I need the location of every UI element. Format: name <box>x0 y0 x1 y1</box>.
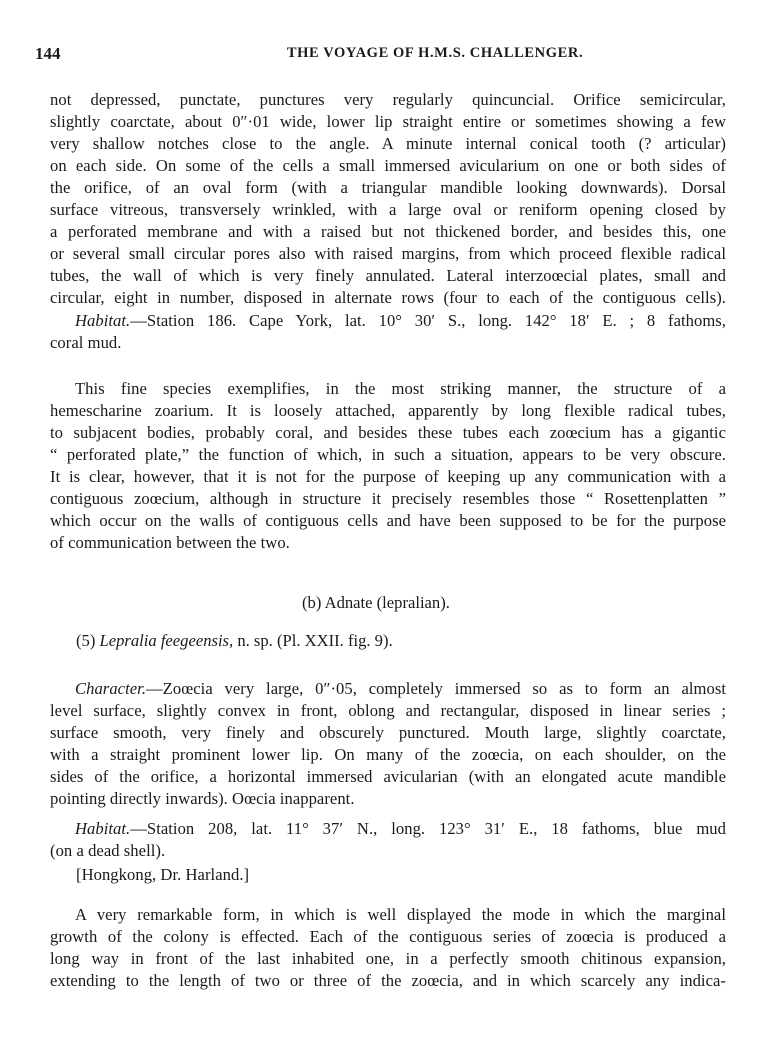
text-line: extending to the length of two or three of the zoœcia, and in which scarcely any indica- <box>50 971 726 990</box>
text-line: surface smooth, very finely and obscurely punctured. Mouth large, slightly coarctate, <box>50 723 726 742</box>
text-line: hemescharine zoarium. It is loosely attached, apparently by long flexible radical tubes, <box>50 401 726 420</box>
habitat-text: —Station 186. Cape York, lat. 10° 30′ S., long. 142° 18′ E. ; 8 fathoms, <box>130 311 726 330</box>
text-line: pointing directly inwards). Oœcia inapparent. <box>50 789 355 808</box>
text-line: sides of the orifice, a horizontal immersed avicularian (with an elongated acute mandible <box>50 767 726 786</box>
character-line <box>75 678 726 700</box>
text-line: with a straight prominent lower lip. On many of the zoœcia, on each shoulder, on the <box>50 745 726 764</box>
text-line: “ perforated plate,” the function of which, in such a situation, appears to be very obscure. <box>50 445 726 464</box>
habitat-text: —Station 208, lat. 11° 37′ N., long. 123° 31′ E., 18 fathoms, blue mud <box>130 819 726 838</box>
character-text: —Zoœcia very large, 0″·05, completely immersed so as to form an almost <box>146 679 726 698</box>
text-line: very shallow notches close to the angle. A minute internal conical tooth (? articular) <box>50 134 726 153</box>
text-line: of communication between the two. <box>50 533 290 552</box>
character-label: Character. <box>75 679 147 698</box>
text-line: a perforated membrane and with a raised but not thickened border, and besides this, one <box>50 222 726 241</box>
locality-note: [Hongkong, Dr. Harland.] <box>76 865 250 884</box>
running-title: THE VOYAGE OF H.M.S. CHALLENGER. <box>286 45 584 61</box>
text-line: It is clear, however, that it is not for the purpose of keeping up any communication with a <box>50 467 726 486</box>
habitat-label: Habitat. <box>75 311 131 330</box>
text-line: contiguous zoœcium, although in structure it precisely resembles those “ Rosettenplatten ” <box>50 489 726 508</box>
habitat-line <box>75 818 726 840</box>
text-line: long way in front of the last inhabited one, in a perfectly smooth chitinous expansion, <box>50 949 726 968</box>
habitat-label: Habitat. <box>75 819 131 838</box>
text-line: on each side. On some of the cells a small immersed avicularium on one or both sides of <box>50 156 726 175</box>
species-reference: n. sp. (Pl. XXII. fig. 9). <box>233 631 393 650</box>
text-line: A very remarkable form, in which is well displayed the mode in which the marginal <box>75 905 726 924</box>
text-line: not depressed, punctate, punctures very regularly quincuncial. Orifice semicircular, <box>50 90 726 109</box>
text-line: This fine species exemplifies, in the most striking manner, the structure of a <box>75 379 726 398</box>
habitat-continuation: coral mud. <box>50 333 122 352</box>
habitat-line <box>75 310 726 332</box>
species-name: Lepralia feegeensis, <box>99 631 234 650</box>
text-line: growth of the colony is effected. Each of the contiguous series of zoœcia is produced a <box>50 927 726 946</box>
habitat-continuation: (on a dead shell). <box>50 841 166 860</box>
section-heading: (b) Adnate (lepralian). <box>302 593 450 612</box>
species-number: (5) <box>76 631 96 650</box>
text-line: which occur on the walls of contiguous cells and have been supposed to be for the purpose <box>50 511 726 530</box>
text-line: tubes, the wall of which is very finely annulated. Lateral interzoœcial plates, small and <box>50 266 726 285</box>
text-line: circular, eight in number, disposed in alternate rows (four to each of the contiguous cells). <box>50 288 726 307</box>
text-line: or several small circular pores also with raised margins, from which proceed flexible radical <box>50 244 726 263</box>
text-line: surface vitreous, transversely wrinkled, with a large oval or reniform opening closed by <box>50 200 726 219</box>
text-line: the orifice, of an oval form (with a triangular mandible looking downwards). Dorsal <box>50 178 726 197</box>
text-line: level surface, slightly convex in front, oblong and rectangular, disposed in linear series ; <box>50 701 726 720</box>
page-number: 144 <box>35 44 61 63</box>
text-line: to subjacent bodies, probably coral, and besides these tubes each zoœcium has a gigantic <box>50 423 726 442</box>
species-heading <box>76 630 393 652</box>
text-line: slightly coarctate, about 0″·01 wide, lower lip straight entire or sometimes showing a few <box>50 112 726 131</box>
